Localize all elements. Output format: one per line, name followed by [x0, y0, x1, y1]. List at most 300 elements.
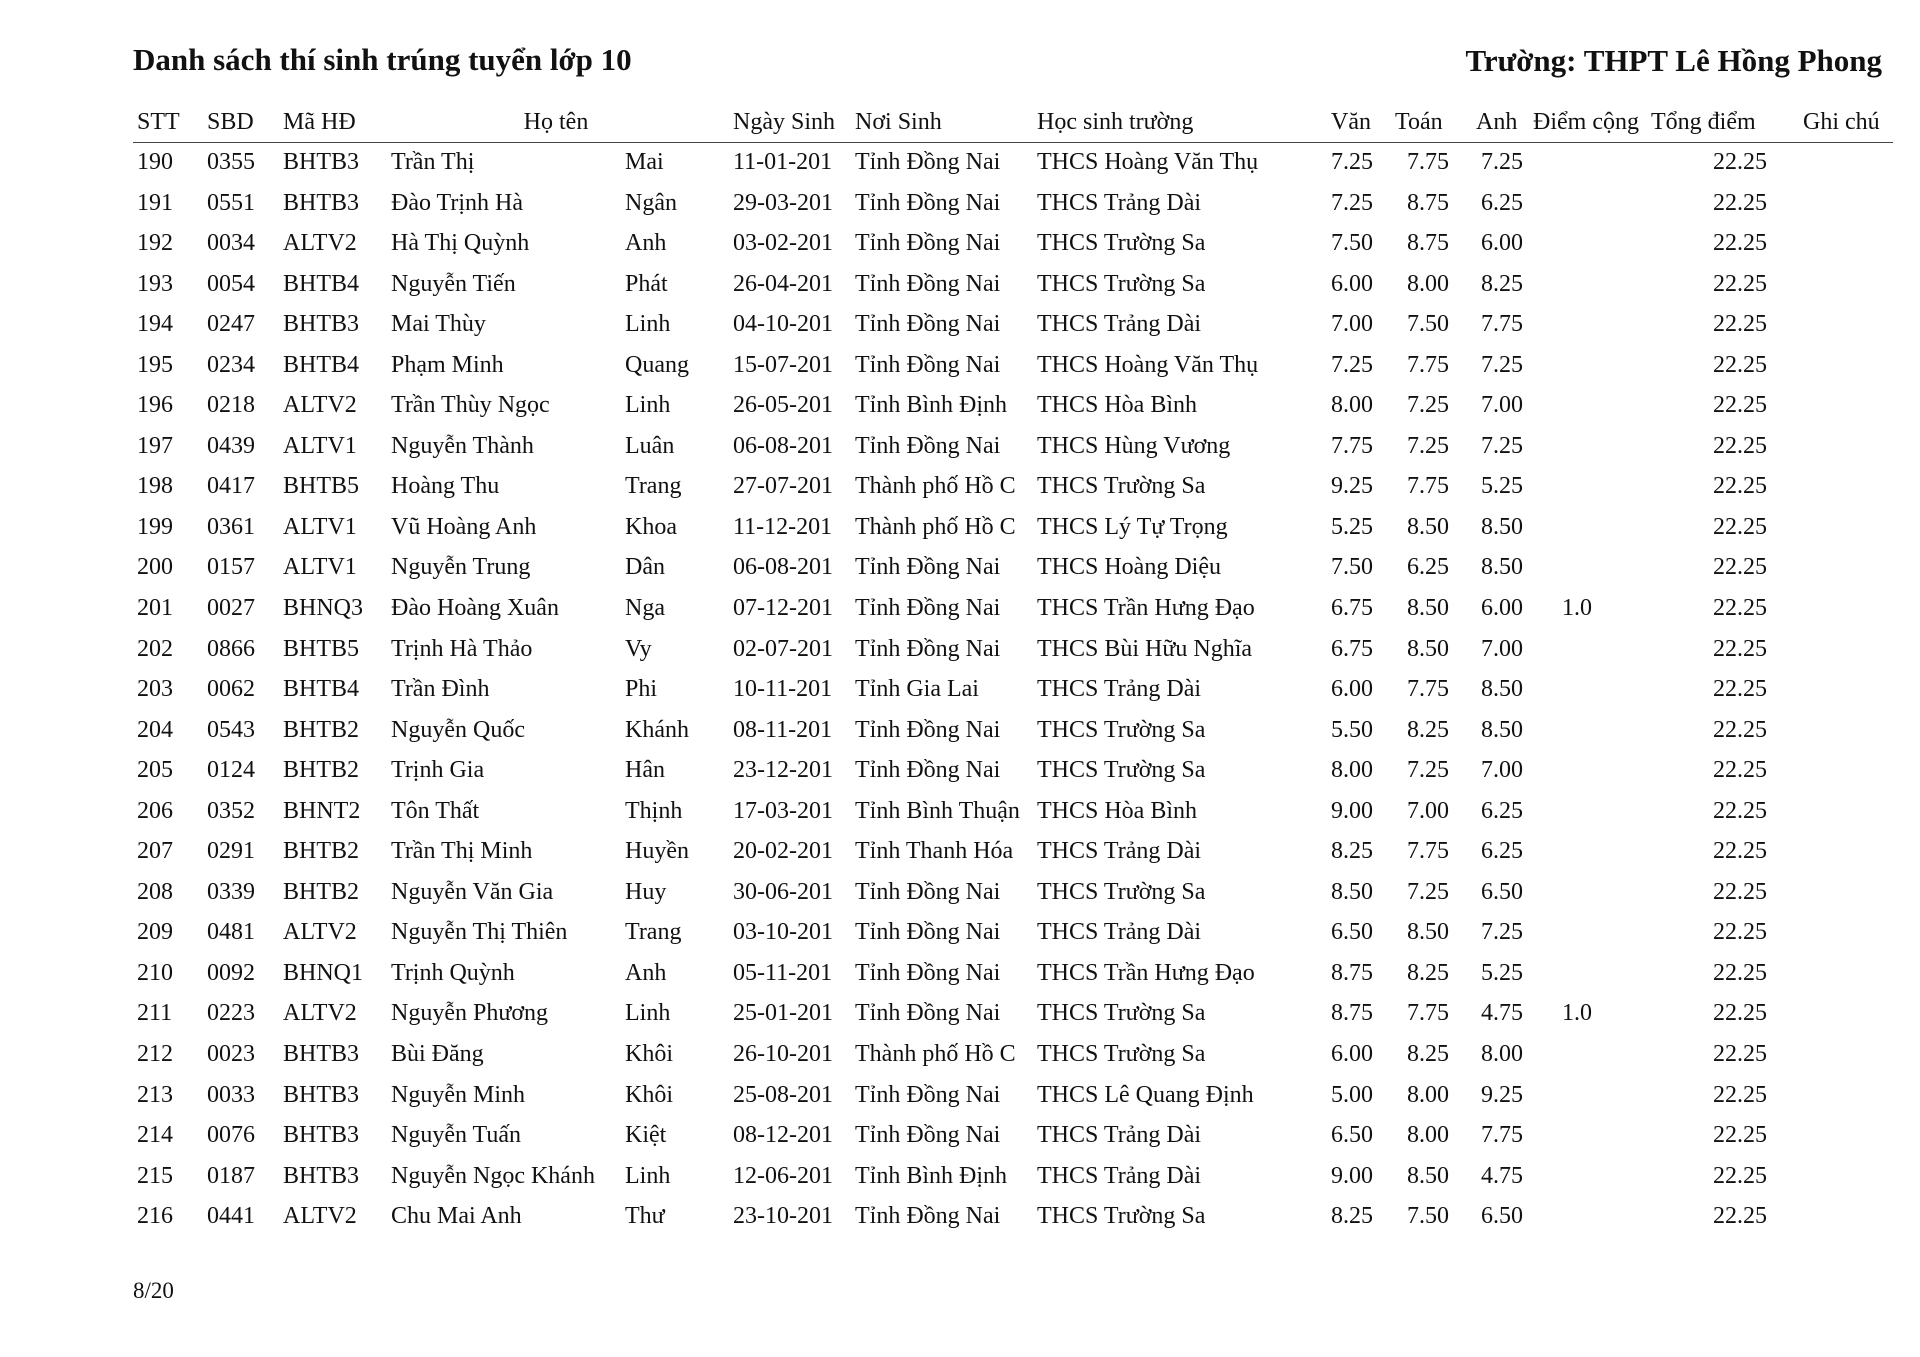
- cell-sbd: 0352: [207, 797, 255, 824]
- cell-toan: 8.50: [1407, 635, 1449, 662]
- cell-ho: Phạm Minh: [391, 351, 504, 378]
- cell-hoc-sinh-truong: THCS Trường Sa: [1037, 1000, 1206, 1027]
- cell-ma-hd: ALTV2: [283, 1000, 357, 1027]
- cell-ngay-sinh: 12-06-201: [733, 1162, 833, 1189]
- cell-ten: Luân: [625, 432, 675, 459]
- cell-ma-hd: BHNQ3: [283, 595, 364, 622]
- cell-stt: 194: [137, 311, 173, 338]
- cell-ten: Linh: [625, 392, 671, 419]
- cell-ma-hd: BHTB2: [283, 838, 360, 865]
- table-row: [133, 224, 1893, 265]
- cell-ten: Dân: [625, 554, 665, 581]
- table-row: [133, 589, 1893, 630]
- school-name: Trường: THPT Lê Hồng Phong: [1465, 43, 1882, 78]
- cell-van: 7.25: [1331, 149, 1373, 175]
- cell-noi-sinh: Tỉnh Bình Thuận: [855, 797, 1020, 824]
- cell-ngay-sinh: 15-07-201: [733, 351, 833, 378]
- cell-ho: Trần Thị: [391, 149, 475, 175]
- cell-sbd: 0062: [207, 676, 255, 703]
- cell-tong-diem: 22.25: [1713, 432, 1767, 459]
- cell-sbd: 0439: [207, 432, 255, 459]
- cell-van: 7.00: [1331, 311, 1373, 338]
- cell-ho: Bùi Đăng: [391, 1041, 484, 1068]
- cell-ho: Mai Thùy: [391, 311, 486, 338]
- table-body: [133, 143, 1893, 1238]
- cell-stt: 192: [137, 230, 173, 257]
- cell-ten: Kiệt: [625, 1122, 667, 1149]
- cell-toan: 7.00: [1407, 797, 1449, 824]
- table-row: [133, 792, 1893, 833]
- cell-ngay-sinh: 17-03-201: [733, 797, 833, 824]
- cell-ngay-sinh: 26-05-201: [733, 392, 833, 419]
- table-row: [133, 184, 1893, 225]
- cell-sbd: 0223: [207, 1000, 255, 1027]
- cell-ten: Trang: [625, 473, 682, 500]
- cell-tong-diem: 22.25: [1713, 1081, 1767, 1108]
- cell-ho: Nguyễn Thành: [391, 432, 534, 459]
- table-row: [133, 1076, 1893, 1117]
- cell-noi-sinh: Tỉnh Đồng Nai: [855, 189, 1001, 216]
- cell-ten: Vy: [625, 635, 652, 662]
- cell-van: 8.25: [1331, 1203, 1373, 1230]
- cell-tong-diem: 22.25: [1713, 149, 1767, 175]
- cell-noi-sinh: Tỉnh Đồng Nai: [855, 230, 1001, 257]
- cell-ma-hd: BHTB4: [283, 351, 360, 378]
- cell-tong-diem: 22.25: [1713, 1000, 1767, 1027]
- cell-ma-hd: ALTV1: [283, 432, 357, 459]
- cell-ten: Khánh: [625, 716, 689, 743]
- cell-ngay-sinh: 26-10-201: [733, 1041, 833, 1068]
- cell-tong-diem: 22.25: [1713, 1162, 1767, 1189]
- cell-ho: Trịnh Quỳnh: [391, 959, 515, 986]
- cell-ngay-sinh: 30-06-201: [733, 878, 833, 905]
- cell-toan: 8.25: [1407, 1041, 1449, 1068]
- cell-anh: 8.50: [1481, 676, 1523, 703]
- cell-noi-sinh: Tỉnh Bình Định: [855, 392, 1008, 419]
- cell-noi-sinh: Tỉnh Thanh Hóa: [855, 838, 1014, 865]
- cell-van: 7.25: [1331, 351, 1373, 378]
- cell-anh: 7.75: [1481, 311, 1523, 338]
- cell-ngay-sinh: 06-08-201: [733, 554, 833, 581]
- cell-van: 8.25: [1331, 838, 1373, 865]
- cell-noi-sinh: Tỉnh Đồng Nai: [855, 432, 1001, 459]
- cell-anh: 5.25: [1481, 473, 1523, 500]
- cell-sbd: 0218: [207, 392, 255, 419]
- cell-ma-hd: ALTV1: [283, 513, 357, 540]
- cell-ten: Khôi: [625, 1081, 673, 1108]
- cell-ten: Khoa: [625, 513, 677, 540]
- header-hoc-sinh-truong: Học sinh trường: [1037, 109, 1194, 135]
- cell-stt: 196: [137, 392, 173, 419]
- cell-ho: Trần Đình: [391, 676, 490, 703]
- cell-hoc-sinh-truong: THCS Bùi Hữu Nghĩa: [1037, 635, 1253, 662]
- cell-anh: 6.25: [1481, 838, 1523, 865]
- cell-anh: 6.50: [1481, 1203, 1523, 1230]
- cell-tong-diem: 22.25: [1713, 757, 1767, 784]
- cell-stt: 193: [137, 270, 173, 297]
- table-row: [133, 630, 1893, 671]
- cell-hoc-sinh-truong: THCS Trường Sa: [1037, 230, 1206, 257]
- cell-ho: Vũ Hoàng Anh: [391, 513, 537, 540]
- cell-sbd: 0033: [207, 1081, 255, 1108]
- cell-ten: Trang: [625, 919, 682, 946]
- cell-hoc-sinh-truong: THCS Trảng Dài: [1037, 1162, 1202, 1189]
- cell-tong-diem: 22.25: [1713, 595, 1767, 622]
- cell-van: 6.50: [1331, 1122, 1373, 1149]
- cell-ten: Phát: [625, 270, 668, 297]
- cell-tong-diem: 22.25: [1713, 311, 1767, 338]
- cell-ma-hd: ALTV2: [283, 392, 357, 419]
- cell-van: 8.75: [1331, 959, 1373, 986]
- cell-noi-sinh: Tỉnh Đồng Nai: [855, 595, 1001, 622]
- cell-sbd: 0355: [207, 149, 255, 175]
- table-row: [133, 954, 1893, 995]
- cell-stt: 195: [137, 351, 173, 378]
- cell-noi-sinh: Tỉnh Đồng Nai: [855, 554, 1001, 581]
- header-ho-ten: Họ tên: [523, 109, 589, 135]
- cell-toan: 8.00: [1407, 1081, 1449, 1108]
- table-row: [133, 873, 1893, 914]
- cell-stt: 212: [137, 1041, 173, 1068]
- cell-noi-sinh: Tỉnh Đồng Nai: [855, 149, 1001, 175]
- cell-ngay-sinh: 11-01-201: [733, 149, 833, 175]
- table-row: [133, 711, 1893, 752]
- cell-van: 9.25: [1331, 473, 1373, 500]
- cell-hoc-sinh-truong: THCS Trần Hưng Đạo: [1037, 959, 1255, 986]
- cell-hoc-sinh-truong: THCS Trường Sa: [1037, 270, 1206, 297]
- cell-tong-diem: 22.25: [1713, 270, 1767, 297]
- cell-stt: 191: [137, 189, 173, 216]
- cell-ma-hd: BHTB5: [283, 635, 360, 662]
- cell-van: 8.00: [1331, 392, 1373, 419]
- cell-van: 6.75: [1331, 595, 1373, 622]
- cell-anh: 7.25: [1481, 919, 1523, 946]
- cell-sbd: 0551: [207, 189, 255, 216]
- cell-ngay-sinh: 10-11-201: [733, 676, 833, 703]
- cell-stt: 200: [137, 554, 173, 581]
- cell-stt: 206: [137, 797, 173, 824]
- cell-anh: 7.75: [1481, 1122, 1523, 1149]
- cell-toan: 7.75: [1407, 351, 1449, 378]
- cell-ten: Ngân: [625, 189, 677, 216]
- cell-van: 6.75: [1331, 635, 1373, 662]
- cell-sbd: 0157: [207, 554, 255, 581]
- cell-ten: Thịnh: [625, 797, 683, 824]
- cell-stt: 190: [137, 149, 173, 175]
- cell-noi-sinh: Tỉnh Đồng Nai: [855, 270, 1001, 297]
- cell-van: 7.50: [1331, 230, 1373, 257]
- cell-stt: 216: [137, 1203, 173, 1230]
- cell-ma-hd: BHTB3: [283, 1041, 360, 1068]
- cell-sbd: 0124: [207, 757, 255, 784]
- cell-tong-diem: 22.25: [1713, 919, 1767, 946]
- header-ghi-chu: Ghi chú: [1803, 109, 1880, 135]
- cell-van: 7.25: [1331, 189, 1373, 216]
- cell-stt: 198: [137, 473, 173, 500]
- cell-ho: Trần Thùy Ngọc: [391, 392, 550, 419]
- cell-ngay-sinh: 08-12-201: [733, 1122, 833, 1149]
- cell-ngay-sinh: 03-02-201: [733, 230, 833, 257]
- table-row: [133, 994, 1893, 1035]
- cell-anh: 9.25: [1481, 1081, 1523, 1108]
- cell-ngay-sinh: 07-12-201: [733, 595, 833, 622]
- cell-ten: Anh: [625, 230, 667, 257]
- cell-van: 6.50: [1331, 919, 1373, 946]
- cell-toan: 8.75: [1407, 189, 1449, 216]
- cell-anh: 6.25: [1481, 797, 1523, 824]
- cell-anh: 8.50: [1481, 513, 1523, 540]
- cell-anh: 7.25: [1481, 149, 1523, 175]
- page-title: Danh sách thí sinh trúng tuyển lớp 10: [133, 42, 632, 77]
- cell-toan: 7.75: [1407, 1000, 1449, 1027]
- cell-tong-diem: 22.25: [1713, 676, 1767, 703]
- cell-ho: Trịnh Gia: [391, 757, 485, 784]
- table-row: [133, 467, 1893, 508]
- cell-anh: 6.00: [1481, 595, 1523, 622]
- cell-ten: Linh: [625, 1000, 671, 1027]
- cell-stt: 210: [137, 959, 173, 986]
- cell-anh: 5.25: [1481, 959, 1523, 986]
- cell-hoc-sinh-truong: THCS Lý Tự Trọng: [1037, 513, 1228, 540]
- cell-sbd: 0866: [207, 635, 255, 662]
- table-row: [133, 670, 1893, 711]
- cell-ma-hd: BHTB3: [283, 311, 360, 338]
- cell-ma-hd: ALTV2: [283, 230, 357, 257]
- cell-ten: Quang: [625, 351, 689, 378]
- cell-anh: 6.25: [1481, 189, 1523, 216]
- cell-ngay-sinh: 27-07-201: [733, 473, 833, 500]
- cell-tong-diem: 22.25: [1713, 230, 1767, 257]
- table-row: [133, 1116, 1893, 1157]
- cell-noi-sinh: Tỉnh Đồng Nai: [855, 1203, 1001, 1230]
- header-ngay-sinh: Ngày Sinh: [733, 109, 835, 135]
- cell-sbd: 0339: [207, 878, 255, 905]
- cell-sbd: 0187: [207, 1162, 255, 1189]
- cell-noi-sinh: Tỉnh Đồng Nai: [855, 311, 1001, 338]
- cell-stt: 203: [137, 676, 173, 703]
- table-row: [133, 1157, 1893, 1198]
- cell-anh: 7.00: [1481, 757, 1523, 784]
- cell-noi-sinh: Thành phố Hồ C: [855, 1041, 1016, 1068]
- header-noi-sinh: Nơi Sinh: [855, 109, 942, 135]
- cell-ma-hd: BHTB5: [283, 473, 360, 500]
- cell-toan: 7.25: [1407, 757, 1449, 784]
- cell-tong-diem: 22.25: [1713, 351, 1767, 378]
- cell-sbd: 0054: [207, 270, 255, 297]
- cell-noi-sinh: Tỉnh Đồng Nai: [855, 635, 1001, 662]
- cell-ngay-sinh: 25-01-201: [733, 1000, 833, 1027]
- cell-noi-sinh: Tỉnh Đồng Nai: [855, 1081, 1001, 1108]
- table-row: [133, 346, 1893, 387]
- cell-stt: 197: [137, 432, 173, 459]
- cell-van: 5.25: [1331, 513, 1373, 540]
- cell-anh: 8.50: [1481, 716, 1523, 743]
- table-row: [133, 1035, 1893, 1076]
- cell-anh: 8.50: [1481, 554, 1523, 581]
- table-row: [133, 751, 1893, 792]
- cell-diem-cong: 1.0: [1562, 595, 1592, 622]
- cell-diem-cong: 1.0: [1562, 1000, 1592, 1027]
- cell-stt: 201: [137, 595, 173, 622]
- cell-ho: Nguyễn Minh: [391, 1081, 525, 1108]
- cell-sbd: 0034: [207, 230, 255, 257]
- table-row: [133, 548, 1893, 589]
- cell-ho: Nguyễn Trung: [391, 554, 531, 581]
- cell-stt: 205: [137, 757, 173, 784]
- table-row: [133, 143, 1893, 184]
- cell-hoc-sinh-truong: THCS Trần Hưng Đạo: [1037, 595, 1255, 622]
- header-anh: Anh: [1476, 109, 1518, 135]
- cell-ten: Mai: [625, 149, 664, 175]
- cell-sbd: 0092: [207, 959, 255, 986]
- cell-sbd: 0023: [207, 1041, 255, 1068]
- cell-ngay-sinh: 05-11-201: [733, 959, 833, 986]
- cell-ma-hd: BHTB2: [283, 878, 360, 905]
- cell-stt: 214: [137, 1122, 173, 1149]
- cell-ngay-sinh: 11-12-201: [733, 513, 833, 540]
- cell-ngay-sinh: 06-08-201: [733, 432, 833, 459]
- cell-van: 5.50: [1331, 716, 1373, 743]
- cell-van: 8.50: [1331, 878, 1373, 905]
- cell-ma-hd: BHTB2: [283, 716, 360, 743]
- cell-sbd: 0481: [207, 919, 255, 946]
- cell-noi-sinh: Tỉnh Đồng Nai: [855, 919, 1001, 946]
- cell-ngay-sinh: 26-04-201: [733, 270, 833, 297]
- cell-noi-sinh: Tỉnh Bình Định: [855, 1162, 1008, 1189]
- cell-ho: Nguyễn Văn Gia: [391, 878, 554, 905]
- cell-hoc-sinh-truong: THCS Trảng Dài: [1037, 676, 1202, 703]
- cell-toan: 8.50: [1407, 595, 1449, 622]
- cell-hoc-sinh-truong: THCS Trảng Dài: [1037, 838, 1202, 865]
- cell-tong-diem: 22.25: [1713, 959, 1767, 986]
- cell-sbd: 0247: [207, 311, 255, 338]
- cell-anh: 8.25: [1481, 270, 1523, 297]
- cell-hoc-sinh-truong: THCS Hoàng Văn Thụ: [1037, 149, 1259, 175]
- cell-ma-hd: BHTB4: [283, 676, 360, 703]
- cell-anh: 6.50: [1481, 878, 1523, 905]
- cell-noi-sinh: Tỉnh Đồng Nai: [855, 716, 1001, 743]
- cell-hoc-sinh-truong: THCS Trường Sa: [1037, 757, 1206, 784]
- cell-van: 6.00: [1331, 1041, 1373, 1068]
- cell-ngay-sinh: 04-10-201: [733, 311, 833, 338]
- cell-ho: Tôn Thất: [391, 797, 480, 824]
- cell-tong-diem: 22.25: [1713, 189, 1767, 216]
- cell-toan: 8.00: [1407, 270, 1449, 297]
- cell-hoc-sinh-truong: THCS Trường Sa: [1037, 716, 1206, 743]
- cell-ten: Huyền: [625, 838, 689, 865]
- cell-van: 9.00: [1331, 797, 1373, 824]
- cell-noi-sinh: Tỉnh Đồng Nai: [855, 351, 1001, 378]
- cell-hoc-sinh-truong: THCS Trường Sa: [1037, 1203, 1206, 1230]
- cell-toan: 8.25: [1407, 716, 1449, 743]
- cell-anh: 8.00: [1481, 1041, 1523, 1068]
- cell-ho: Nguyễn Thị Thiên: [391, 919, 568, 946]
- cell-van: 5.00: [1331, 1081, 1373, 1108]
- cell-noi-sinh: Tỉnh Đồng Nai: [855, 1122, 1001, 1149]
- cell-ho: Hoàng Thu: [391, 473, 500, 500]
- cell-ho: Nguyễn Tuấn: [391, 1122, 522, 1149]
- cell-hoc-sinh-truong: THCS Trường Sa: [1037, 473, 1206, 500]
- cell-tong-diem: 22.25: [1713, 878, 1767, 905]
- cell-tong-diem: 22.25: [1713, 838, 1767, 865]
- table-row: [133, 832, 1893, 873]
- cell-anh: 7.25: [1481, 351, 1523, 378]
- cell-toan: 8.25: [1407, 959, 1449, 986]
- cell-ho: Hà Thị Quỳnh: [391, 230, 530, 257]
- cell-van: 8.00: [1331, 757, 1373, 784]
- cell-ho: Nguyễn Tiến: [391, 270, 516, 297]
- cell-toan: 7.75: [1407, 838, 1449, 865]
- cell-ho: Đào Trịnh Hà: [391, 189, 524, 216]
- cell-toan: 7.75: [1407, 473, 1449, 500]
- cell-ngay-sinh: 25-08-201: [733, 1081, 833, 1108]
- cell-van: 7.50: [1331, 554, 1373, 581]
- cell-ten: Linh: [625, 311, 671, 338]
- cell-toan: 8.50: [1407, 513, 1449, 540]
- cell-toan: 8.00: [1407, 1122, 1449, 1149]
- cell-ma-hd: BHTB3: [283, 1081, 360, 1108]
- cell-ten: Hân: [625, 757, 665, 784]
- cell-van: 6.00: [1331, 270, 1373, 297]
- cell-stt: 204: [137, 716, 173, 743]
- cell-sbd: 0361: [207, 513, 255, 540]
- cell-stt: 208: [137, 878, 173, 905]
- cell-sbd: 0234: [207, 351, 255, 378]
- cell-toan: 7.75: [1407, 676, 1449, 703]
- cell-ho: Đào Hoàng Xuân: [391, 595, 559, 622]
- cell-toan: 6.25: [1407, 554, 1449, 581]
- header-stt: STT: [137, 109, 180, 135]
- cell-toan: 7.25: [1407, 432, 1449, 459]
- header-diem-cong: Điểm cộng: [1533, 109, 1639, 135]
- cell-ten: Huy: [625, 878, 667, 905]
- cell-ngay-sinh: 23-12-201: [733, 757, 833, 784]
- page-number: 8/20: [133, 1278, 174, 1303]
- table-row: [133, 386, 1893, 427]
- admission-table: [133, 104, 1893, 1238]
- cell-ma-hd: ALTV2: [283, 1203, 357, 1230]
- cell-ngay-sinh: 08-11-201: [733, 716, 833, 743]
- cell-ngay-sinh: 03-10-201: [733, 919, 833, 946]
- cell-tong-diem: 22.25: [1713, 1203, 1767, 1230]
- cell-tong-diem: 22.25: [1713, 1041, 1767, 1068]
- cell-ho: Trịnh Hà Thảo: [391, 635, 533, 662]
- cell-anh: 4.75: [1481, 1162, 1523, 1189]
- cell-hoc-sinh-truong: THCS Trường Sa: [1037, 878, 1206, 905]
- cell-noi-sinh: Thành phố Hồ C: [855, 473, 1016, 500]
- cell-toan: 7.50: [1407, 1203, 1449, 1230]
- cell-ma-hd: BHTB3: [283, 189, 360, 216]
- cell-stt: 211: [137, 1000, 173, 1027]
- cell-noi-sinh: Tỉnh Gia Lai: [855, 676, 979, 703]
- cell-sbd: 0027: [207, 595, 255, 622]
- cell-hoc-sinh-truong: THCS Trảng Dài: [1037, 311, 1202, 338]
- header-tong-diem: Tổng điểm: [1651, 109, 1756, 135]
- cell-ho: Chu Mai Anh: [391, 1203, 522, 1230]
- cell-van: 9.00: [1331, 1162, 1373, 1189]
- cell-hoc-sinh-truong: THCS Hòa Bình: [1037, 797, 1198, 824]
- cell-van: 6.00: [1331, 676, 1373, 703]
- cell-ho: Nguyễn Phương: [391, 1000, 549, 1027]
- cell-noi-sinh: Tỉnh Đồng Nai: [855, 959, 1001, 986]
- cell-toan: 8.50: [1407, 919, 1449, 946]
- cell-tong-diem: 22.25: [1713, 392, 1767, 419]
- cell-hoc-sinh-truong: THCS Hòa Bình: [1037, 392, 1198, 419]
- cell-ma-hd: ALTV1: [283, 554, 357, 581]
- cell-tong-diem: 22.25: [1713, 473, 1767, 500]
- cell-sbd: 0076: [207, 1122, 255, 1149]
- cell-ten: Phi: [625, 676, 658, 703]
